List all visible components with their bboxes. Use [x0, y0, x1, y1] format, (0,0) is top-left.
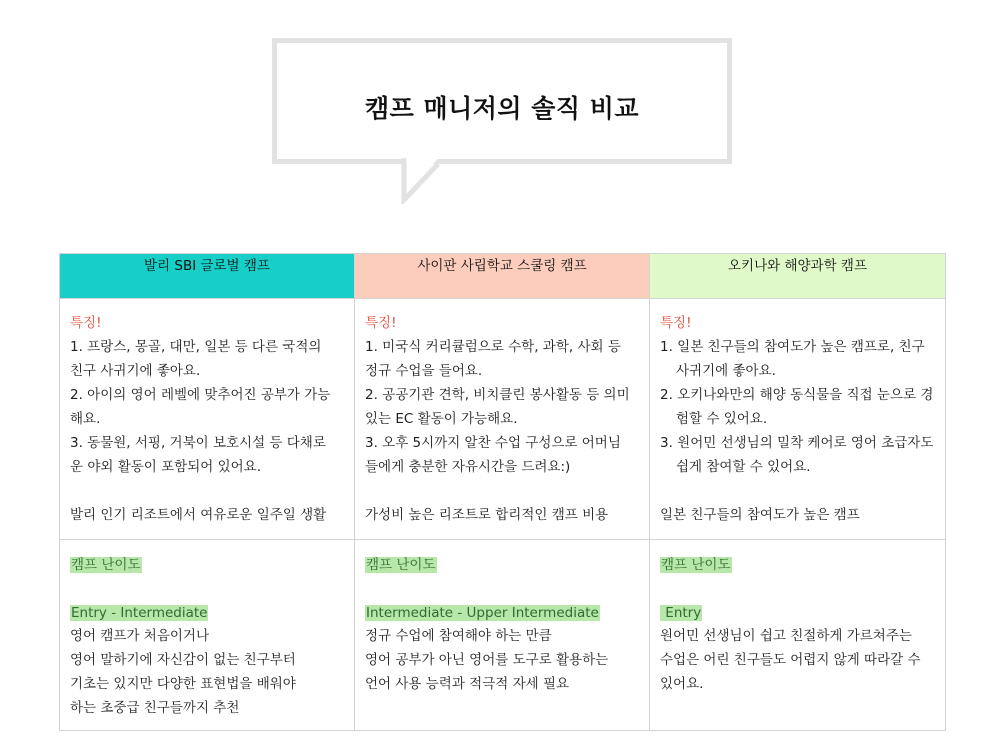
feature-label: 특징!: [365, 315, 397, 331]
feature-line: 3. 오후 5시까지 알찬 수업 구성으로 어머님: [365, 435, 621, 451]
feature-line: 친구 사귀기에 좋아요.: [70, 363, 201, 379]
feature-item: 1. 일본 친구들의 참여도가 높은 캠프로, 친구 사귀기에 좋아요.: [660, 339, 925, 379]
camp-comparison-table: [59, 253, 946, 731]
level-badge: Intermediate - Upper Intermediate: [366, 605, 599, 621]
difficulty-line: 영어 말하기에 자신감이 없는 친구부터: [70, 652, 296, 668]
difficulty-line: 언어 사용 능력과 적극적 자세 필요: [365, 676, 570, 692]
saipan-difficulty: [355, 540, 650, 731]
feature-line: 2. 아이의 영어 레벨에 맞추어진 공부가 가능: [70, 387, 331, 403]
title-bubble: [272, 38, 732, 164]
feature-line: 들에게 충분한 자유시간을 드려요:): [365, 459, 571, 475]
feature-line: 해요.: [70, 411, 101, 427]
feature-line: 운 야외 활동이 포함되어 있어요.: [70, 459, 261, 475]
feature-line: 정규 수업을 들어요.: [365, 363, 483, 379]
difficulty-line: 정규 수업에 참여해야 하는 만큼: [365, 628, 552, 644]
difficulty-line: 원어민 선생님이 쉽고 친절하게 가르쳐주는: [660, 628, 912, 644]
feature-line: 1. 미국식 커리큘럼으로 수학, 과학, 사회 등: [365, 339, 621, 355]
summary-text: 발리 인기 리조트에서 여유로운 일주일 생활: [70, 507, 327, 523]
level-badge: Entry: [661, 605, 702, 621]
feature-line: 1. 프랑스, 몽골, 대만, 일본 등 다른 국적의: [70, 339, 322, 355]
speech-bubble-tail: [400, 158, 450, 204]
difficulty-line: 있어요.: [660, 676, 704, 692]
header-bali: 발리 SBI 글로벌 캠프: [60, 254, 355, 299]
feature-line: 3. 동물원, 서핑, 거북이 보호시설 등 다채로: [70, 435, 326, 451]
difficulty-row: [60, 540, 946, 731]
okinawa-features: [650, 299, 946, 540]
feature-label: 특징!: [660, 315, 692, 331]
feature-label: 특징!: [70, 315, 102, 331]
table-header-row: [60, 254, 946, 299]
header-saipan: 사이판 사립학교 스쿨링 캠프: [355, 254, 650, 299]
bali-features: [60, 299, 355, 540]
page-title: 캠프 매니저의 솔직 비교: [364, 94, 640, 123]
difficulty-label: 캠프 난이도: [661, 557, 731, 573]
difficulty-label: 캠프 난이도: [366, 557, 436, 573]
difficulty-line: 영어 캠프가 처음이거나: [70, 628, 209, 644]
saipan-features: [355, 299, 650, 540]
difficulty-line: 영어 공부가 아닌 영어를 도구로 활용하는: [365, 652, 609, 668]
feature-line: 2. 공공기관 견학, 비치클린 봉사활동 등 의미: [365, 387, 630, 403]
features-row: [60, 299, 946, 540]
feature-item: 2. 오키나와만의 해양 동식물을 직접 눈으로 경험할 수 있어요.: [660, 387, 934, 427]
feature-item: 3. 원어민 선생님의 밀착 케어로 영어 초급자도 쉽게 참여할 수 있어요.: [660, 435, 934, 475]
summary-text: 일본 친구들의 참여도가 높은 캠프: [660, 507, 860, 523]
summary-text: 가성비 높은 리조트로 합리적인 캠프 비용: [365, 507, 609, 523]
difficulty-line: 하는 초중급 친구들까지 추천: [70, 700, 240, 716]
difficulty-line: 수업은 어린 친구들도 어렵지 않게 따라갈 수: [660, 652, 921, 668]
header-okinawa: 오키나와 해양과학 캠프: [650, 254, 946, 299]
okinawa-difficulty: [650, 540, 946, 731]
bali-difficulty: [60, 540, 355, 731]
feature-line: 있는 EC 활동이 가능해요.: [365, 411, 518, 427]
level-badge: Entry - Intermediate: [71, 605, 208, 621]
difficulty-label: 캠프 난이도: [71, 557, 141, 573]
difficulty-line: 기초는 있지만 다양한 표현법을 배워야: [70, 676, 296, 692]
